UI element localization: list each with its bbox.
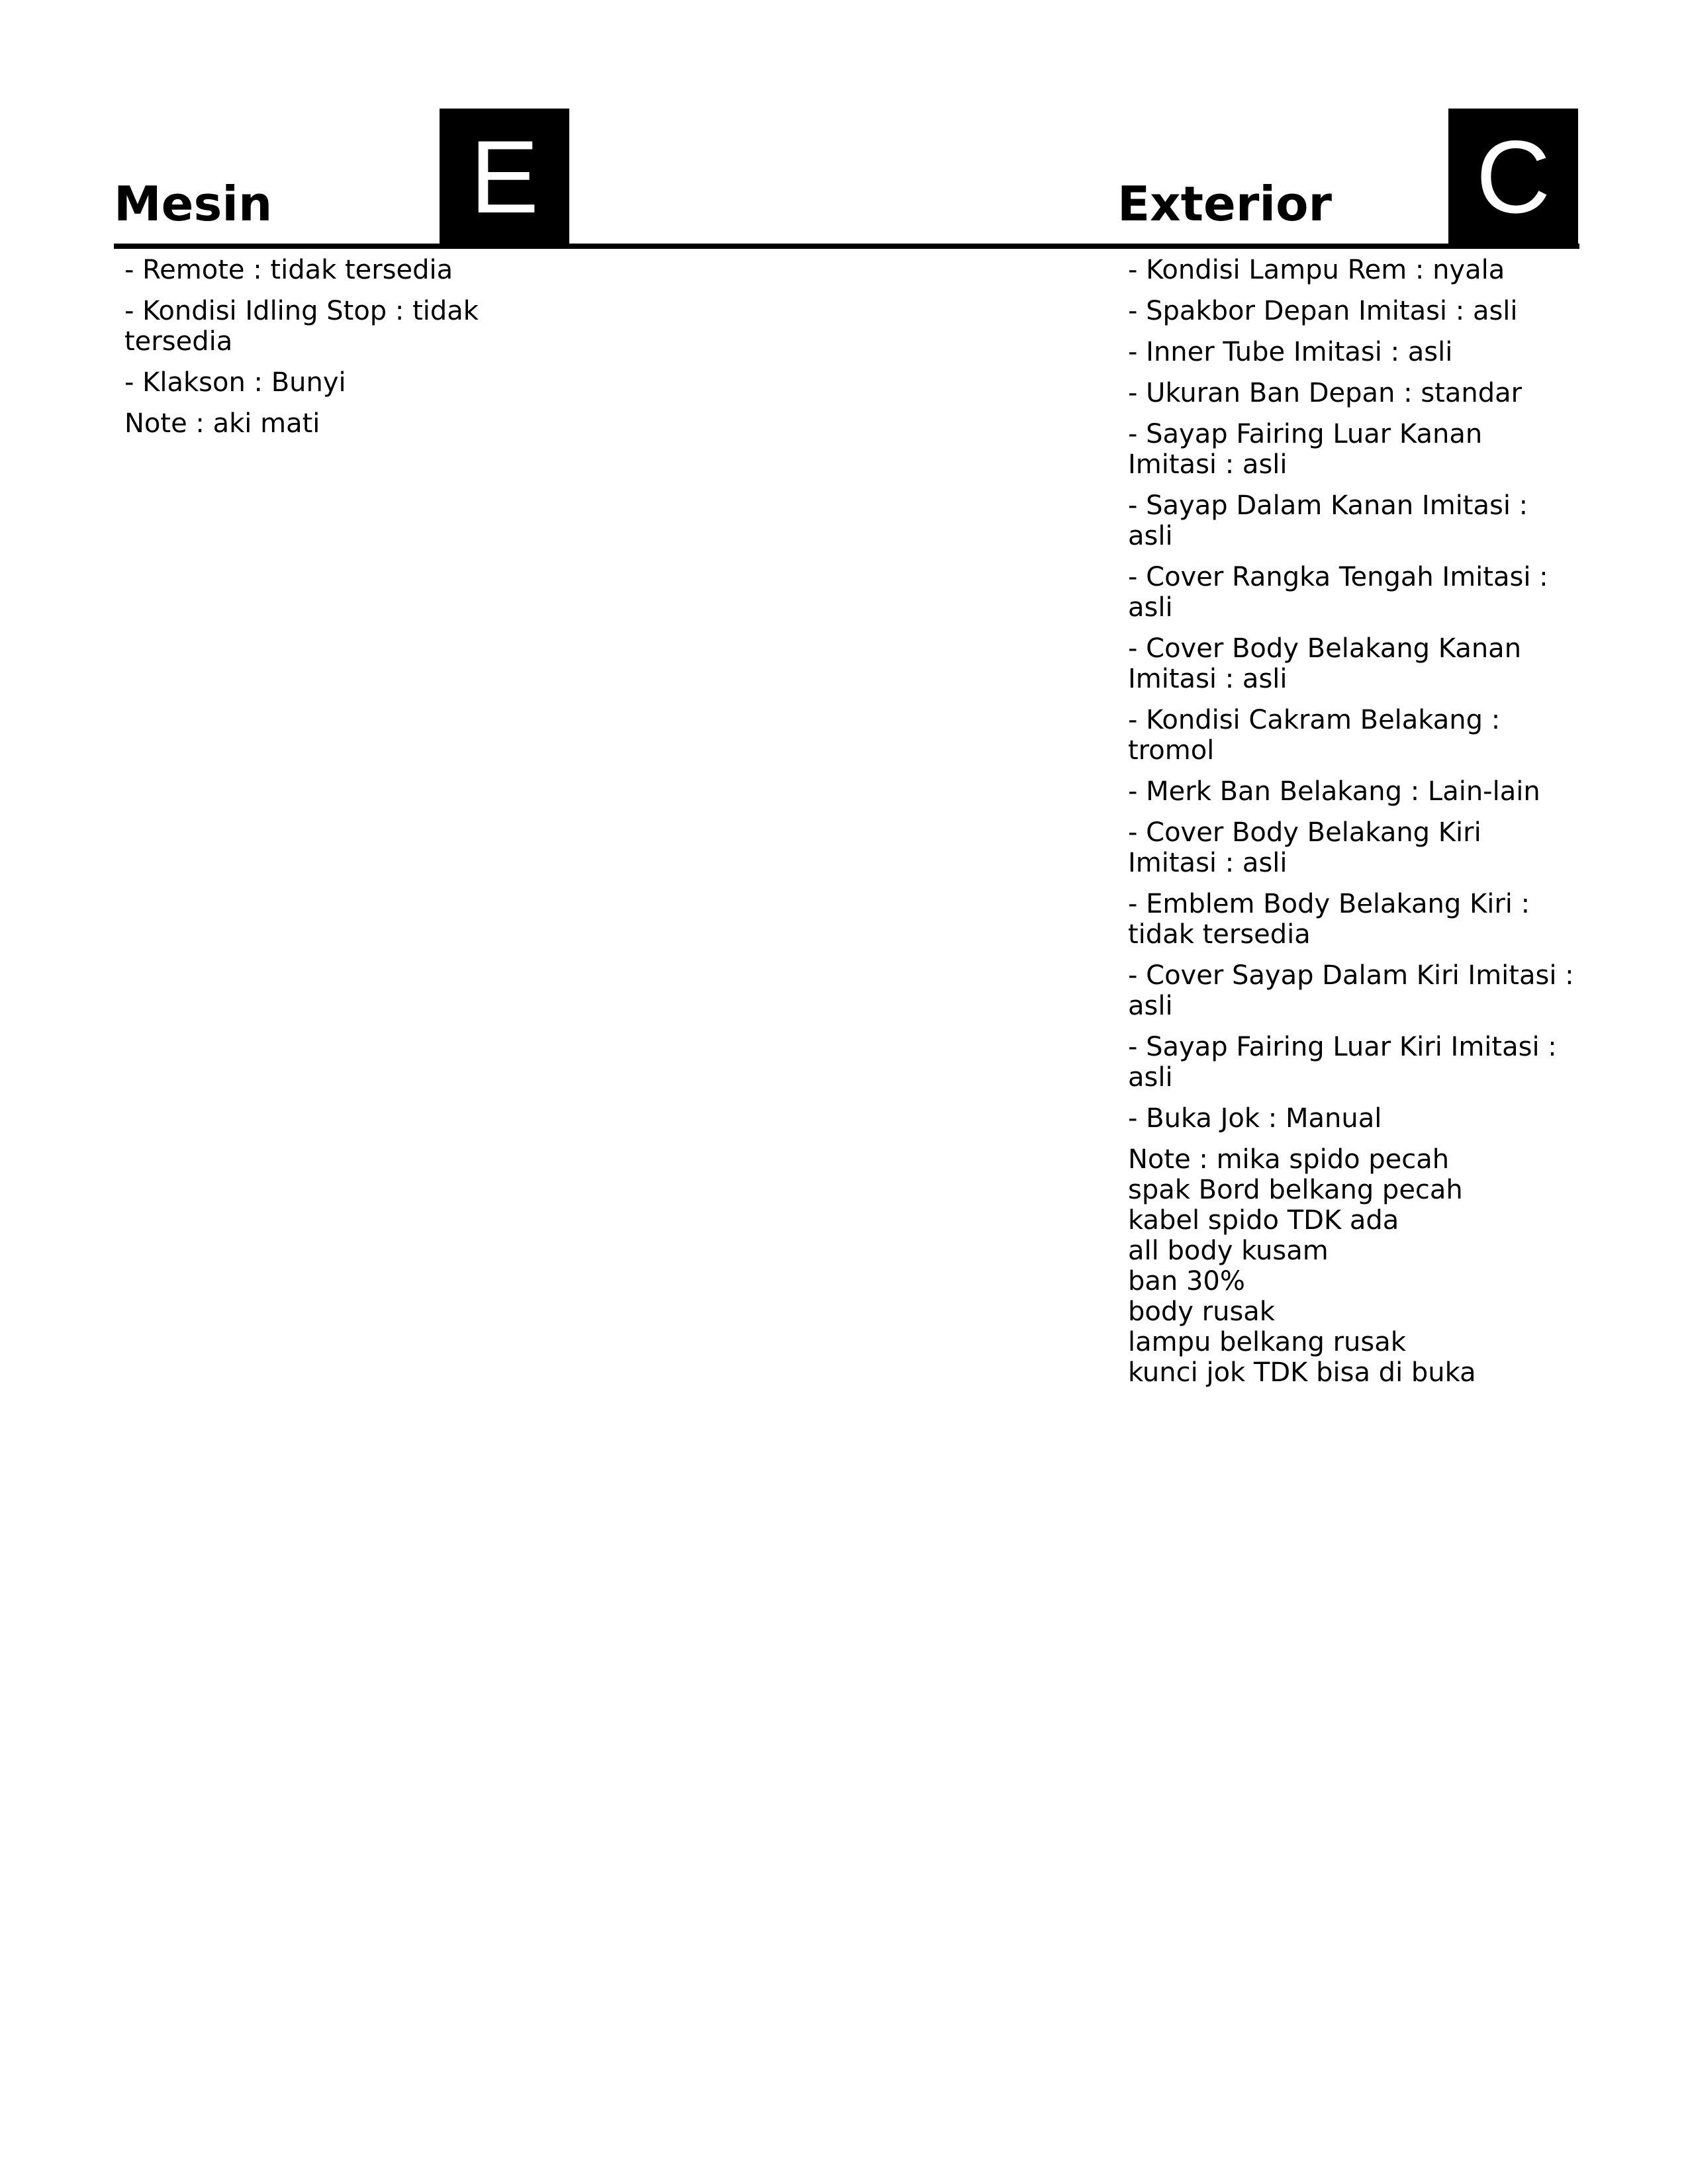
exterior-grade-badge: C (1448, 109, 1578, 246)
exterior-item-list (1128, 255, 1578, 1388)
exterior-item: - Sayap Dalam Kanan Imitasi : asli (1128, 490, 1528, 551)
exterior-item: - Sayap Fairing Luar Kiri Imitasi : asli (1128, 1032, 1557, 1093)
exterior-item: - Spakbor Depan Imitasi : asli (1128, 296, 1518, 326)
exterior-item: - Merk Ban Belakang : Lain-lain (1128, 776, 1540, 807)
exterior-item: - Buka Jok : Manual (1128, 1103, 1382, 1134)
exterior-item: - Cover Sayap Dalam Kiri Imitasi : asli (1128, 960, 1574, 1021)
exterior-item: - Cover Body Belakang Kiri Imitasi : asli (1128, 817, 1481, 878)
mesin-grade-badge: E (440, 109, 569, 246)
header-divider (114, 244, 1579, 249)
mesin-section-title: Mesin (114, 176, 273, 232)
exterior-item: - Cover Rangka Tengah Imitasi : asli (1128, 562, 1548, 623)
mesin-item: - Klakson : Bunyi (124, 367, 346, 398)
exterior-item: - Kondisi Cakram Belakang : tromol (1128, 705, 1501, 766)
exterior-item: - Cover Body Belakang Kanan Imitasi : asli (1128, 633, 1522, 694)
exterior-note: Note : mika spido pecah spak Bord belkang pecah kabel spido TDK ada all body kusam ban 30% body rusak lampu belkang rusak kunci jok TDK bisa di buka (1128, 1144, 1476, 1388)
exterior-item: - Ukuran Ban Depan : standar (1128, 378, 1523, 408)
mesin-item: - Remote : tidak tersedia (124, 255, 453, 285)
exterior-section-title: Exterior (1117, 176, 1333, 232)
exterior-item: - Kondisi Lampu Rem : nyala (1128, 255, 1505, 285)
exterior-item: - Inner Tube Imitasi : asli (1128, 337, 1453, 367)
mesin-item: - Kondisi Idling Stop : tidak tersedia (124, 296, 479, 357)
exterior-item: - Emblem Body Belakang Kiri : tidak tersedia (1128, 889, 1530, 950)
mesin-note: Note : aki mati (124, 408, 320, 439)
exterior-item: - Sayap Fairing Luar Kanan Imitasi : asli (1128, 419, 1483, 480)
mesin-item-list (124, 255, 495, 439)
